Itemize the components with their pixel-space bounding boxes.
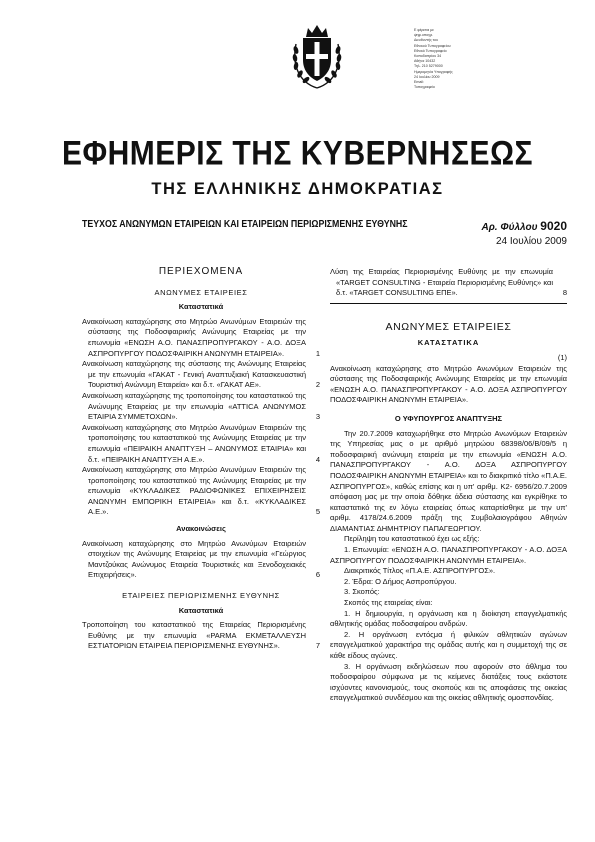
body-paragraph: Περίληψη του καταστατικού έχει ως εξής: xyxy=(344,534,480,544)
minister-heading: Ο ΥΦΥΠΟΥΡΓΟΣ ΑΝΑΠΤΥΞΗΣ xyxy=(394,413,503,423)
toc-entry-text: Τροποποίηση του καταστατικού της Εταιρείας Περιορισμένης Ευθύνης με την επωνυμία «PARMA ΕΚΜΕΤΑΛΛΕΥΣΗ ΕΣΤΙΑΤΟΡΙΩΝ ΕΤΑΙΡΕΙΑ ΠΕΡΙΟΡΙΣΜΕΝΗΣ ΕΥΘΥΝΗΣ». xyxy=(82,620,306,651)
body-paragraph: 1. Η δημιουργία, η οργάνωση και η διοίκηση επαγγελματικής αθλητικής ομάδας ποδοσφαίρου ανδρών. xyxy=(330,608,567,629)
sidenote-line: Ε φέρεται με xyxy=(414,28,434,32)
toc-heading: ΠΕΡΙΕΧΟΜΕΝΑ xyxy=(158,266,244,277)
sidenote-line: Τηλ. 210 5279000 xyxy=(414,64,443,69)
toc-entry-page: 3 xyxy=(315,412,320,422)
toc-sub-statutes-ltd: Καταστατικά xyxy=(178,605,224,615)
sheet-number-block xyxy=(482,219,567,233)
toc-entry-text: Ανακοίνωση καταχώρησης της τροποποίησης του καταστατικού της Ανώνυμης Εταιρείας με την επωνυμία «ATTICA ΑΝΩΝΥΜΟΣ ΕΤΑΙΡΙΑ ΣΥΜΜΕΤΟΧΩΝ». xyxy=(82,390,306,422)
sheet-number: 9020 xyxy=(540,219,567,233)
sidenote-line: Καποδιστρίου 34 xyxy=(414,54,442,59)
toc-entry-text: Λύση της Εταιρείας Περιορισμένης Ευθύνης με την επωνυμία «TARGET CONSULTING - Εταιρεία Περιορισμένης Ευθύνης» και δ.τ. «TARGET CONSULTING ΕΠΕ». xyxy=(330,267,553,298)
toc-entry-page: 8 xyxy=(562,288,567,298)
sidenote-line: 24 Ιουλίου 2009 xyxy=(414,74,440,79)
body-paragraph: 2. Έδρα: Ο Δήμος Ασπροπύργου. xyxy=(344,576,457,586)
toc-entry-text: Ανακοίνωση καταχώρησης στο Μητρώο Ανωνύμων Εταιρειών της σύστασης της Ποδοσφαιρικής Ανώνυμης Εταιρείας με την επωνυμία «ΕΝΩΣΗ Α.Ο. ΠΑΝΑΣΠΡΟΠΥΡΓΑΚΟΥ - Α.Ο. ΔΟΞΑ ΑΣΠΡΟΠΥΡΓΟΥ ΠΟΔΟΣΦΑΙΡΙΚΗ ΑΝΩΝΥΜΗ ΕΤΑΙΡΕΙΑ». xyxy=(82,316,306,358)
toc-entry-text: Ανακοίνωση καταχώρησης στο Μητρώο Ανωνύμων Εταιρειών της τροποποίησης του καταστατικού της Ανώνυμης Εταιρείας με την επωνυμία «ΠΕΙΡΑΙΚΗ ΑΝΑΠΤΥΞΗ – ΑΝΩΝΥΜΟΣ ΕΤΑΙΡΙΑ» και δ.τ. «ΠΕΙΡΑΙΚΗ ΑΝΑΠΤΥΞΗ Α.Ε.». xyxy=(82,422,306,464)
toc-section-sa: ΑΝΩΝΥΜΕΣ ΕΤΑΙΡΕΙΕΣ xyxy=(154,287,248,297)
sidenote-line: ψηφ.υπογρ. xyxy=(414,33,434,38)
toc-entry[interactable] xyxy=(82,317,320,359)
toc-entry[interactable] xyxy=(82,539,320,581)
issue-date: 24 Ιουλίου 2009 xyxy=(496,236,567,247)
toc-entry-page: 6 xyxy=(315,570,320,580)
gazette-subtitle: ΤΗΣ ΕΛΛΗΝΙΚΗΣ ΔΗΜΟΚΡΑΤΙΑΣ xyxy=(151,180,444,198)
toc-entry[interactable] xyxy=(82,359,320,391)
issue-line xyxy=(82,219,567,233)
toc-entry[interactable] xyxy=(82,620,320,652)
toc-entry-page: 1 xyxy=(315,348,320,358)
toc-section-ltd: ΕΤΑΙΡΕΙΕΣ ΠΕΡΙΩΡΙΣΜΕΝΗΣ ΕΥΘΥΝΗΣ xyxy=(122,591,280,601)
divider xyxy=(330,303,567,304)
digital-signature-note xyxy=(414,28,484,90)
sheet-label: Αρ. Φύλλου xyxy=(481,222,538,233)
sidenote-line: Αθήνα 10432 xyxy=(414,59,436,64)
body-paragraph: Την 20.7.2009 καταχωρήθηκε στο Μητρώο Ανωνύμων Εταιρειών της Υπηρεσίας μας ο με αριθμό μητρώου 68398/06/B/09/5 η ποδοσφαιρική ανώνυμη εταιρεία με την επωνυμία «ΕΝΩΣΗ Α.Ο. ΠΑΝΑΣΠΡΟΠΥΡΓΑΚΟΥ - Α.Ο. ΔΟΞΑ ΑΣΠΡΟΠΥΡΓΟΥ ΠΟΔΟΣΦΑΙΡΙΚΗ ΑΝΩΝΥΜΗ ΕΤΑΙΡΕΙΑ» και το διακριτικό τίτλο «Π.Α.Ε. ΑΣΠΡΟΠΥΡΓΟΣ», καθώς επίσης και η υπ' αριθμ. Κ2- 6956/20.7.2009 απόφαση μας με την οποία δόθηκε άδεια σύστασης και εγκρίθηκε το καταστατικό της εν λόγω εταιρείας όπως καταρτίσθηκε με την υπ' αριθμ. 4178/24.6.2009 πράξη της Συμβολαιογράφου Αθηνών ΔΙΑΜΑΝΤΙΑΣ ΔΗΜΗΤΡΙΟΥ ΠΑΠΑΓΕΩΡΓΙΟΥ. xyxy=(330,428,567,533)
sidenote-line: Εθνικό Τυπογραφείο xyxy=(414,48,447,53)
sidenote-line: Email: xyxy=(414,80,424,85)
toc-entry-page: 4 xyxy=(315,454,320,464)
sidenote-line: Τυπογραφείο xyxy=(414,85,435,90)
toc-entry[interactable] xyxy=(82,423,320,465)
body-column xyxy=(330,267,567,704)
issue-type: ΤΕΥΧΟΣ ΑΝΩΝΥΜΩΝ ΕΤΑΙΡΕΙΩΝ ΚΑΙ ΕΤΑΙΡΕΙΩΝ ΠΕΡΙΩΡΙΣΜΕΝΗΣ ΕΥΘΥΝΗΣ xyxy=(82,219,408,230)
sidenote-line: Ημερομηνία Υπογραφής xyxy=(414,69,453,74)
body-subsection-heading: ΚΑΤΑΣΤΑΤΙΚΑ xyxy=(417,338,480,348)
toc-column xyxy=(82,267,320,652)
toc-entry-page: 2 xyxy=(315,380,320,390)
toc-entry[interactable] xyxy=(330,267,567,299)
body-paragraph: Σκοπός της εταιρείας είναι: xyxy=(344,598,433,608)
toc-entry[interactable] xyxy=(82,465,320,518)
body-paragraph: 2. Η οργάνωση εντόςμα ή φιλικών αθλητικών αγώνων επαγγελματικού χαρακτήρα της ομάδας αυτής και η συμμετοχή της σε κάθε είδους αγώνες. xyxy=(330,629,567,660)
sidenote-line: Εθνικού Τυπογραφείου xyxy=(414,43,451,48)
toc-entry-text: Ανακοίνωση καταχώρησης στο Μητρώο Ανωνύμων Εταιρειών στοιχείων της Ανώνυμης Εταιρείας με την επωνυμία «Γεώργιος Μαντζούκας Ανώνυμος Εταιρεία Τουριστικές και Ξενοδοχειακές Επιχειρήσεις». xyxy=(82,538,306,580)
body-paragraph: 1. Επωνυμία: «ΕΝΩΣΗ Α.Ο. ΠΑΝΑΣΠΡΟΠΥΡΓΑΚΟΥ - Α.Ο. ΔΟΞΑ ΑΣΠΡΟΠΥΡΓΟΥ ΠΟΔΟΣΦΑΙΡΙΚΗ ΑΝΩΝΥΜΗ ΕΤΑΙΡΕΙΑ». xyxy=(330,545,567,565)
body-paragraph: 3. Η οργάνωση εκδηλώσεων που αφορούν στο άθλημα του ποδοσφαίρου σύμφωνα με τις κείμενες διατάξεις τους εκάστοτε ισχύοντες κανονισμούς, τους σκοπούς και τις αποφάσεις της οικείας επαγγελματικού συνδέσμου και της οικείας αθλητικής ομοσπονδίας. xyxy=(330,661,567,703)
toc-entry[interactable] xyxy=(82,391,320,423)
body-paragraph: 3. Σκοπός: xyxy=(344,587,380,597)
item-number: (1) xyxy=(557,352,567,362)
toc-entry-page: 5 xyxy=(315,507,320,517)
toc-entry-page: 7 xyxy=(315,641,320,651)
gazette-title: ΕΦΗΜΕΡΙΣ ΤΗΣ ΚΥΒΕΡΝΗΣΕΩΣ xyxy=(61,134,534,173)
greek-coat-of-arms-icon xyxy=(290,22,344,92)
toc-sub-statutes: Καταστατικά xyxy=(178,302,224,312)
sidenote-line: Διευθυντής του xyxy=(414,38,439,43)
body-paragraph: Διακριτικός Τίτλος «Π.Α.Ε. ΑΣΠΡΟΠΥΡΓΟΣ». xyxy=(344,566,496,576)
toc-entry-text: Ανακοίνωση καταχώρησης της σύστασης της Ανώνυμης Εταιρείας με την επωνυμία «ΓΑΚΑΤ - Γενική Αναπτυξιακή Κατασκευαστική Τουριστική Ανώνυμη Εταιρεία» και δ.τ. «ΓΑΚΑΤ ΑΕ». xyxy=(82,359,306,390)
notice-title: Ανακοίνωση καταχώρησης στο Μητρώο Ανωνύμων Εταιρειών της σύστασης της Ποδοσφαιρικής Ανώνυμης Εταιρείας με την επωνυμία «ΕΝΩΣΗ Α.Ο. ΠΑΝΑΣΠΡΟΠΥΡΓΑΚΟΥ - Α.Ο. ΔΟΞΑ ΑΣΠΡΟΠΥΡΓΟΥ ΠΟΔΟΣΦΑΙΡΙΚΗ ΑΝΩΝΥΜΗ ΕΤΑΙΡΕΙΑ». xyxy=(330,363,567,405)
toc-sub-announcements: Ανακοινώσεις xyxy=(176,524,226,534)
body-section-heading: ΑΝΩΝΥΜΕΣ ΕΤΑΙΡΕΙΕΣ xyxy=(385,320,512,333)
toc-entry-text: Ανακοίνωση καταχώρησης στο Μητρώο Ανωνύμων Εταιρειών της τροποποίησης του καταστατικού της Ανώνυμης Εταιρείας με την επωνυμία «ΚΥΚΛΑΔΙΚΕΣ ΡΑΔΙΟΦΩΝΙΚΕΣ ΕΠΙΧΕΙΡΗΣΕΙΣ ΑΝΩΝΥΜΗ ΕΜΠΟΡΙΚΗ ΕΤΑΙΡΕΙΑ» και δ.τ. «ΚΥΚΛΑΔΙΚΕΣ Α.Ε.». xyxy=(82,465,306,517)
